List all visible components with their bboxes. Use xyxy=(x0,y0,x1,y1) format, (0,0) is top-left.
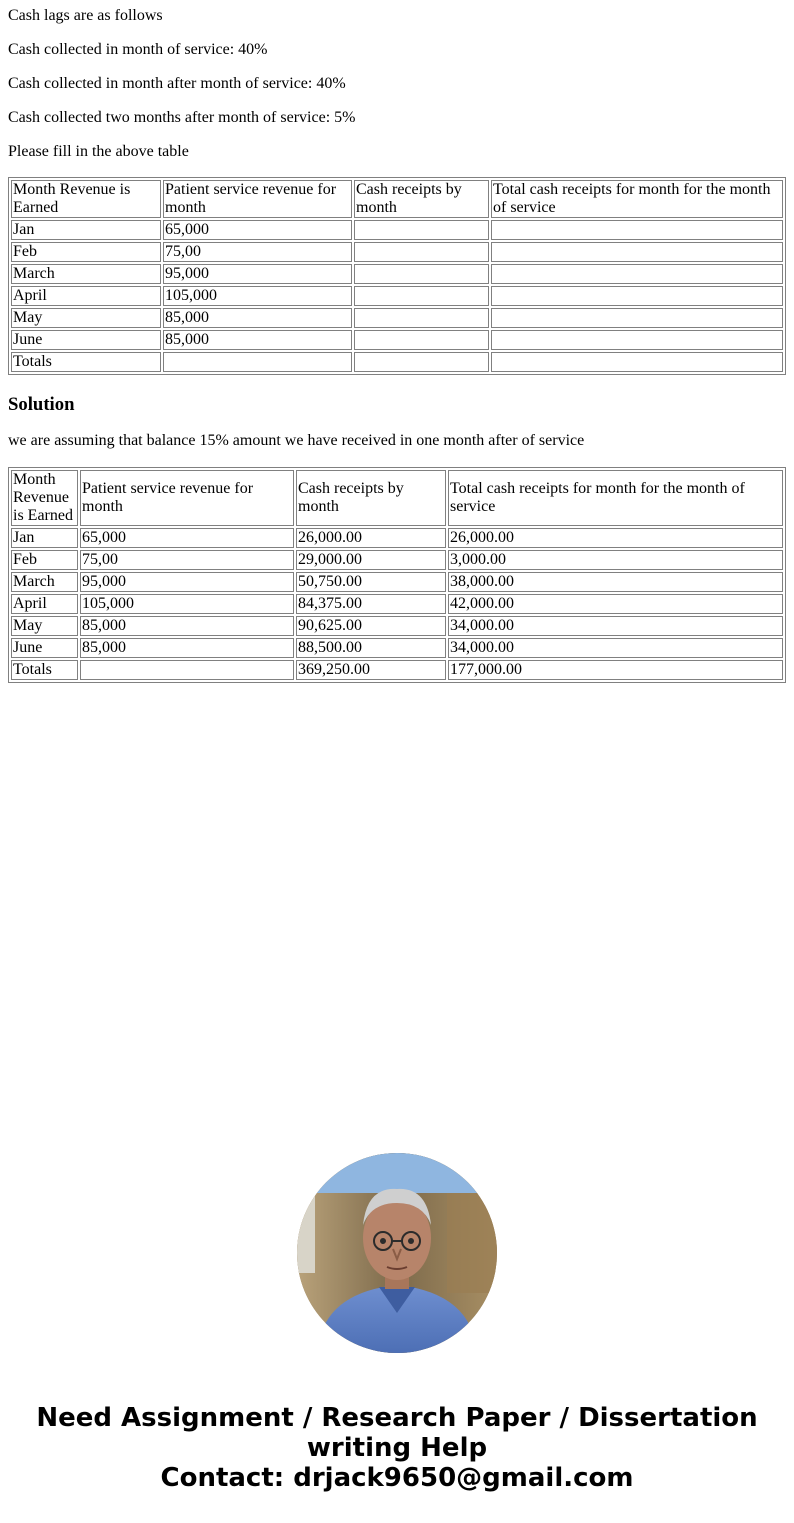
table-row xyxy=(11,550,783,570)
table-cell: 85,000 xyxy=(80,638,294,658)
intro-line-2: Cash collected in month of service: 40% xyxy=(8,41,268,58)
table-cell: 369,250.00 xyxy=(296,660,446,680)
table-cell xyxy=(354,220,489,240)
table-header-cell: Total cash receipts for month for the month of service xyxy=(448,470,783,526)
table-cell: 34,000.00 xyxy=(448,638,783,658)
table-row xyxy=(11,528,783,548)
table-cell: May xyxy=(11,616,78,636)
author-photo xyxy=(297,1153,497,1353)
table-cell: March xyxy=(11,572,78,592)
table-header-cell: Total cash receipts for month for the month of service xyxy=(491,180,783,218)
table-cell xyxy=(80,660,294,680)
table-header-cell: Month Revenue is Earned xyxy=(11,470,78,526)
table-row xyxy=(11,616,783,636)
table-row xyxy=(11,286,783,306)
table-cell xyxy=(491,308,783,328)
promo-banner xyxy=(0,1403,794,1493)
intro-line-4: Cash collected two months after month of service: 5% xyxy=(8,109,356,126)
table-cell xyxy=(491,220,783,240)
table-row xyxy=(11,660,783,680)
table-cell: 85,000 xyxy=(80,616,294,636)
table-cell xyxy=(491,286,783,306)
table-cell xyxy=(491,242,783,262)
table-cell: Feb xyxy=(11,242,161,262)
table-cell: 50,750.00 xyxy=(296,572,446,592)
promo-line-1: Need Assignment / Research Paper / Dissertation xyxy=(36,1403,758,1433)
table-cell: 38,000.00 xyxy=(448,572,783,592)
table-cell: 85,000 xyxy=(163,330,352,350)
table-row xyxy=(11,264,783,284)
table-cell: Jan xyxy=(11,528,78,548)
table-cell: Jan xyxy=(11,220,161,240)
table-cell xyxy=(491,264,783,284)
table-cell: 26,000.00 xyxy=(448,528,783,548)
table-cell xyxy=(354,330,489,350)
table-cell: 88,500.00 xyxy=(296,638,446,658)
table-row xyxy=(11,242,783,262)
table-header-row xyxy=(11,470,783,526)
table-cell: 65,000 xyxy=(80,528,294,548)
table-cell: 26,000.00 xyxy=(296,528,446,548)
table-row xyxy=(11,220,783,240)
table-cell: 65,000 xyxy=(163,220,352,240)
table-cell: Totals xyxy=(11,660,78,680)
table-header-cell: Patient service revenue for month xyxy=(80,470,294,526)
table-header-cell: Cash receipts by month xyxy=(296,470,446,526)
table-cell: 75,00 xyxy=(80,550,294,570)
table-header-row xyxy=(11,180,783,218)
table-cell: June xyxy=(11,330,161,350)
promo-line-2: writing Help xyxy=(306,1433,488,1463)
table-row xyxy=(11,352,783,372)
table-cell: March xyxy=(11,264,161,284)
table-cell: 85,000 xyxy=(163,308,352,328)
table-row xyxy=(11,572,783,592)
intro-line-3: Cash collected in month after month of service: 40% xyxy=(8,75,346,92)
table-cell: 42,000.00 xyxy=(448,594,783,614)
table-cell xyxy=(354,286,489,306)
table-cell: April xyxy=(11,286,161,306)
table-cell: Totals xyxy=(11,352,161,372)
question-table xyxy=(8,177,786,375)
solution-heading: Solution xyxy=(8,394,75,415)
table-cell: 105,000 xyxy=(163,286,352,306)
table-cell: 105,000 xyxy=(80,594,294,614)
table-cell: June xyxy=(11,638,78,658)
table-cell: 29,000.00 xyxy=(296,550,446,570)
table-row xyxy=(11,308,783,328)
table-cell: May xyxy=(11,308,161,328)
table-header-cell: Patient service revenue for month xyxy=(163,180,352,218)
intro-line-1: Cash lags are as follows xyxy=(8,7,163,24)
solution-text: we are assuming that balance 15% amount we have received in one month after of service xyxy=(8,432,585,449)
document-content xyxy=(8,0,786,683)
table-cell xyxy=(163,352,352,372)
table-cell: 177,000.00 xyxy=(448,660,783,680)
person-portrait-icon xyxy=(297,1153,497,1353)
table-cell xyxy=(354,308,489,328)
table-row xyxy=(11,638,783,658)
table-cell xyxy=(491,330,783,350)
intro-line-5: Please fill in the above table xyxy=(8,143,189,160)
table-cell: 90,625.00 xyxy=(296,616,446,636)
table-header-cell: Month Revenue is Earned xyxy=(11,180,161,218)
table-cell xyxy=(491,352,783,372)
table-cell: 75,00 xyxy=(163,242,352,262)
solution-table xyxy=(8,467,786,683)
promo-line-3: Contact: drjack9650@gmail.com xyxy=(160,1463,634,1493)
table-cell xyxy=(354,242,489,262)
table-cell xyxy=(354,352,489,372)
table-cell: 95,000 xyxy=(163,264,352,284)
table-row xyxy=(11,330,783,350)
table-cell: 3,000.00 xyxy=(448,550,783,570)
table-row xyxy=(11,594,783,614)
table-cell: April xyxy=(11,594,78,614)
table-cell xyxy=(354,264,489,284)
table-cell: Feb xyxy=(11,550,78,570)
table-cell: 95,000 xyxy=(80,572,294,592)
table-cell: 84,375.00 xyxy=(296,594,446,614)
table-cell: 34,000.00 xyxy=(448,616,783,636)
table-header-cell: Cash receipts by month xyxy=(354,180,489,218)
